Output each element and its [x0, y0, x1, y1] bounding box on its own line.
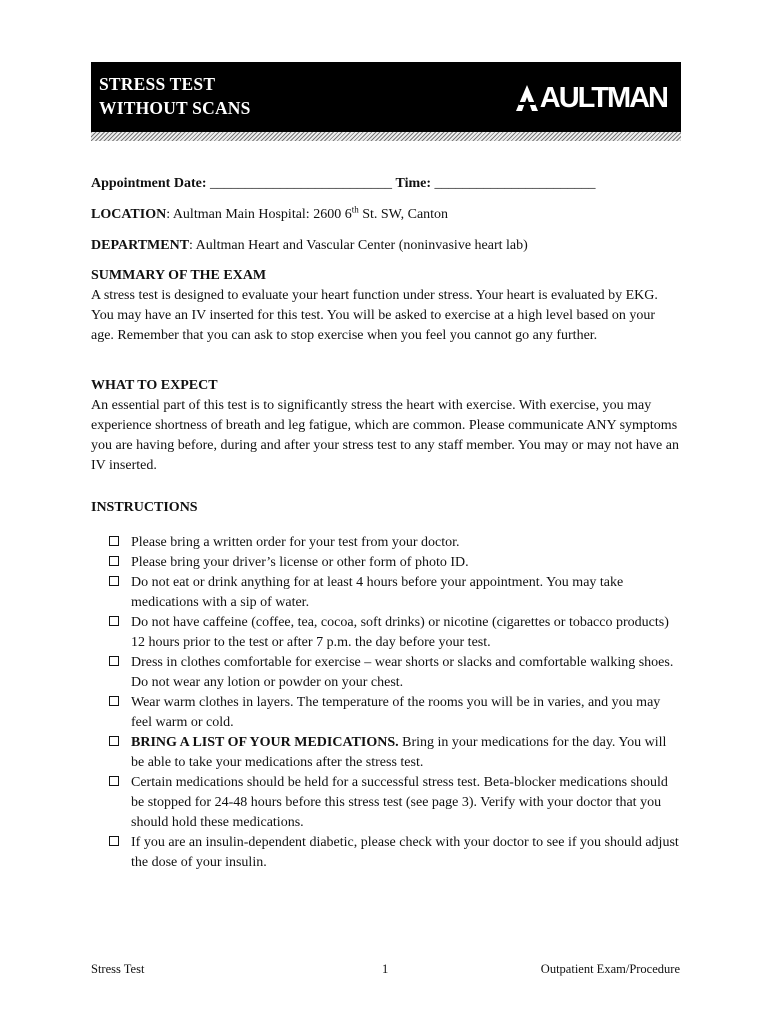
list-item [108, 733, 683, 773]
checkbox-icon[interactable] [109, 556, 119, 566]
list-item [108, 613, 683, 653]
appointment-date-label: Appointment Date: [91, 176, 207, 191]
item-text: Wear warm clothes in layers. The temperature of the rooms you will be in varies, and you may feel warm or cold. [131, 695, 661, 730]
department-label: DEPARTMENT [91, 238, 190, 253]
aultman-logo [516, 84, 667, 112]
item-text: Please bring your driver’s license or other form of photo ID. [131, 555, 469, 570]
department-text: : Aultman Heart and Vascular Center (noninvasive heart lab) [189, 238, 528, 253]
item-text: Do not eat or drink anything for at least 4 hours before your appointment. You may take medications with a sip of water. [131, 575, 624, 610]
appointment-time-label: Time: [395, 176, 432, 191]
list-item [108, 573, 683, 613]
department-line [91, 236, 528, 256]
location-text: : Aultman Main Hospital: 2600 6 [166, 207, 352, 222]
list-item [108, 773, 683, 833]
list-item [108, 833, 683, 873]
location-superscript: th [351, 204, 359, 215]
list-item [108, 533, 683, 553]
expect-body: An essential part of this test is to significantly stress the heart with exercise. With exercise, you may experience shortness of breath and leg fatigue, which are common. Please communicate ANY symptoms you are having before, during and after your stress test to any staff member. You may or may not have an IV inserted. [91, 398, 679, 473]
expect-heading: WHAT TO EXPECT [91, 378, 218, 393]
expect-section [91, 376, 681, 476]
item-text: Bring in your medications for the day. You will be able to take your medications after the stress test. [131, 735, 667, 770]
header-hatch-divider [91, 132, 681, 141]
summary-body: A stress test is designed to evaluate your heart function under stress. Your heart is evaluated by EKG. You may have an IV inserted for this test. You will be asked to exercise at a high level based on your age. Remember that you can ask to stop exercise when you feel you cannot go any further. [91, 288, 658, 343]
header-banner [91, 62, 681, 132]
footer-right: Outpatient Exam/Procedure [540, 962, 680, 976]
checkbox-icon[interactable] [109, 656, 119, 666]
checkbox-icon[interactable] [109, 736, 119, 746]
aultman-logo-mark-icon [516, 85, 538, 111]
location-label: LOCATION [91, 207, 167, 222]
appointment-line [91, 174, 596, 194]
footer-left: Stress Test [91, 962, 145, 976]
item-bold-text: BRING A LIST OF YOUR MEDICATIONS. [131, 735, 399, 750]
item-text: Dress in clothes comfortable for exercise – wear shorts or slacks and comfortable walking shoes. Do not wear any lotion or powder on your chest. [131, 655, 674, 690]
checkbox-icon[interactable] [109, 576, 119, 586]
appointment-time-blank[interactable]: _______________________ [434, 176, 596, 191]
list-item [108, 693, 683, 733]
location-text-end: St. SW, Canton [358, 207, 449, 222]
item-text: Do not have caffeine (coffee, tea, cocoa, soft drinks) or nicotine (cigarettes or tobacco products) 12 hours prior to the test or after 7 p.m. the day before your test. [131, 615, 669, 650]
instructions-heading: INSTRUCTIONS [91, 500, 198, 515]
summary-heading: SUMMARY OF THE EXAM [91, 268, 267, 283]
checkbox-icon[interactable] [109, 776, 119, 786]
appointment-date-blank[interactable]: __________________________ [210, 176, 392, 191]
list-item [108, 553, 683, 573]
document-title [99, 72, 251, 120]
summary-section [91, 266, 681, 346]
title-line-2: WITHOUT SCANS [99, 98, 251, 118]
title-line-1: STRESS TEST [99, 74, 216, 94]
item-text: If you are an insulin-dependent diabetic, please check with your doctor to see if you should adjust the dose of your insulin. [131, 835, 679, 870]
checkbox-icon[interactable] [109, 616, 119, 626]
item-text: Certain medications should be held for a successful stress test. Beta-blocker medications should be stopped for 24-48 hours before this stress test (see page 3). Verify with your doctor that you should hold these medications. [131, 775, 668, 830]
logo-wordmark: AULTMAN [539, 82, 667, 114]
footer-page-number: 1 [382, 962, 389, 976]
location-line [91, 205, 448, 225]
instructions-list [108, 533, 683, 873]
checkbox-icon[interactable] [109, 536, 119, 546]
checkbox-icon[interactable] [109, 696, 119, 706]
item-text: Please bring a written order for your test from your doctor. [131, 535, 460, 550]
list-item [108, 653, 683, 693]
checkbox-icon[interactable] [109, 836, 119, 846]
